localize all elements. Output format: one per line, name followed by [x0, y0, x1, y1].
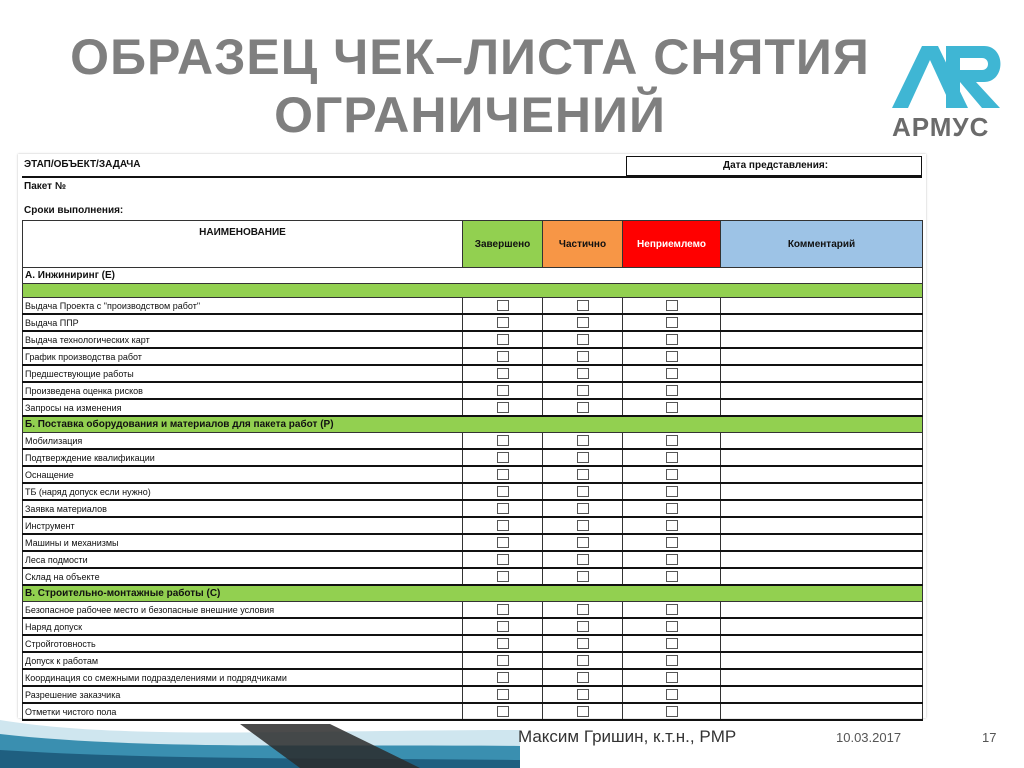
checkbox-unacceptable[interactable]: [666, 351, 678, 362]
checkbox-unacceptable[interactable]: [666, 537, 678, 548]
checkbox-partial[interactable]: [577, 402, 589, 413]
cell-partial: [543, 483, 623, 500]
cell-partial: [543, 602, 623, 619]
checkbox-partial[interactable]: [577, 638, 589, 649]
item-name: Выдача технологических карт: [23, 331, 463, 348]
cell-unacceptable: [623, 534, 721, 551]
cell-partial: [543, 551, 623, 568]
item-name: Леса подмости: [23, 551, 463, 568]
deadline-label: Сроки выполнения:: [24, 205, 124, 216]
checklist-row: [23, 652, 923, 669]
cell-partial: [543, 348, 623, 365]
cell-done: [463, 669, 543, 686]
checklist-row: [23, 551, 923, 568]
cell-partial: [543, 298, 623, 315]
checkbox-partial[interactable]: [577, 689, 589, 700]
cell-done: [463, 365, 543, 382]
cell-done: [463, 652, 543, 669]
cell-partial: [543, 382, 623, 399]
checkbox-unacceptable[interactable]: [666, 655, 678, 666]
item-name: Стройготовность: [23, 635, 463, 652]
cell-unacceptable: [623, 602, 721, 619]
comment-cell[interactable]: [721, 483, 923, 500]
cell-partial: [543, 314, 623, 331]
footer-date: 10.03.2017: [836, 730, 902, 745]
checkbox-unacceptable[interactable]: [666, 706, 678, 717]
cell-unacceptable: [623, 382, 721, 399]
cell-unacceptable: [623, 331, 721, 348]
checkbox-done[interactable]: [497, 368, 509, 379]
cell-unacceptable: [623, 365, 721, 382]
checkbox-unacceptable[interactable]: [666, 435, 678, 446]
comment-cell[interactable]: [721, 500, 923, 517]
date-box: [626, 156, 922, 176]
comment-cell[interactable]: [721, 348, 923, 365]
cell-partial: [543, 568, 623, 585]
checkbox-unacceptable[interactable]: [666, 368, 678, 379]
section-row: [23, 585, 923, 602]
column-header-row: [23, 221, 923, 268]
checkbox-unacceptable[interactable]: [666, 402, 678, 413]
comment-cell[interactable]: [721, 635, 923, 652]
cell-unacceptable: [623, 703, 721, 720]
comment-cell[interactable]: [721, 466, 923, 483]
checkbox-partial[interactable]: [577, 604, 589, 615]
comment-cell[interactable]: [721, 551, 923, 568]
checkbox-unacceptable[interactable]: [666, 385, 678, 396]
cell-partial: [543, 534, 623, 551]
checkbox-partial[interactable]: [577, 621, 589, 632]
checklist-row: [23, 433, 923, 450]
item-name: ТБ (наряд допуск если нужно): [23, 483, 463, 500]
checkbox-done[interactable]: [497, 300, 509, 311]
cell-unacceptable: [623, 551, 721, 568]
cell-unacceptable: [623, 399, 721, 416]
section-spacer-cell: [23, 284, 923, 298]
checkbox-partial[interactable]: [577, 486, 589, 497]
comment-cell[interactable]: [721, 669, 923, 686]
item-name: Отметки чистого пола: [23, 703, 463, 720]
checklist-body: [23, 268, 923, 721]
checkbox-unacceptable[interactable]: [666, 689, 678, 700]
checkbox-unacceptable[interactable]: [666, 554, 678, 565]
slide-title-line2: ОГРАНИЧЕНИЙ: [274, 87, 666, 143]
col-done-header: Завершено: [463, 221, 543, 268]
cell-unacceptable: [623, 500, 721, 517]
item-name: Оснащение: [23, 466, 463, 483]
checkbox-unacceptable[interactable]: [666, 317, 678, 328]
cell-partial: [543, 652, 623, 669]
checklist-row: [23, 686, 923, 703]
cell-partial: [543, 365, 623, 382]
checkbox-done[interactable]: [497, 554, 509, 565]
comment-cell[interactable]: [721, 314, 923, 331]
checkbox-unacceptable[interactable]: [666, 486, 678, 497]
cell-done: [463, 618, 543, 635]
cell-done: [463, 534, 543, 551]
logo-text: АРМУС: [892, 112, 990, 142]
checkbox-partial[interactable]: [577, 503, 589, 514]
checklist-row: [23, 449, 923, 466]
checklist-row: [23, 635, 923, 652]
cell-unacceptable: [623, 348, 721, 365]
checklist-sheet: [18, 154, 926, 718]
checkbox-done[interactable]: [497, 317, 509, 328]
checkbox-partial[interactable]: [577, 672, 589, 683]
checkbox-partial[interactable]: [577, 385, 589, 396]
checklist-row: [23, 399, 923, 416]
checklist-row: [23, 466, 923, 483]
checkbox-unacceptable[interactable]: [666, 604, 678, 615]
comment-cell[interactable]: [721, 602, 923, 619]
checkbox-unacceptable[interactable]: [666, 334, 678, 345]
cell-unacceptable: [623, 298, 721, 315]
checklist-row: [23, 365, 923, 382]
cell-unacceptable: [623, 483, 721, 500]
cell-done: [463, 568, 543, 585]
checkbox-done[interactable]: [497, 486, 509, 497]
stage-label: ЭТАП/ОБЪЕКТ/ЗАДАЧА: [24, 159, 141, 170]
item-name: Склад на объекте: [23, 568, 463, 585]
checklist-row: [23, 703, 923, 720]
comment-cell[interactable]: [721, 652, 923, 669]
checkbox-partial[interactable]: [577, 706, 589, 717]
checkbox-unacceptable[interactable]: [666, 672, 678, 683]
checklist-row: [23, 517, 923, 534]
checkbox-done[interactable]: [497, 672, 509, 683]
checklist-table: [22, 220, 923, 721]
comment-cell[interactable]: [721, 382, 923, 399]
date-label: Дата представления:: [723, 160, 829, 171]
checkbox-done[interactable]: [497, 503, 509, 514]
checklist-row: [23, 331, 923, 348]
cell-partial: [543, 449, 623, 466]
checkbox-done[interactable]: [497, 655, 509, 666]
checkbox-partial[interactable]: [577, 571, 589, 582]
checklist-row: [23, 483, 923, 500]
cell-done: [463, 314, 543, 331]
checkbox-done[interactable]: [497, 571, 509, 582]
section-row: [23, 268, 923, 284]
item-name: Выдача Проекта с "производством работ": [23, 298, 463, 315]
checkbox-partial[interactable]: [577, 334, 589, 345]
checkbox-done[interactable]: [497, 621, 509, 632]
cell-partial: [543, 635, 623, 652]
checklist-row: [23, 298, 923, 315]
checkbox-done[interactable]: [497, 385, 509, 396]
item-name: График производства работ: [23, 348, 463, 365]
checklist-row: [23, 500, 923, 517]
item-name: Предшествующие работы: [23, 365, 463, 382]
cell-partial: [543, 331, 623, 348]
checkbox-partial[interactable]: [577, 537, 589, 548]
cell-unacceptable: [623, 568, 721, 585]
item-name: Координация со смежными подразделениями и подрядчиками: [23, 669, 463, 686]
checkbox-unacceptable[interactable]: [666, 452, 678, 463]
comment-cell[interactable]: [721, 399, 923, 416]
comment-cell[interactable]: [721, 298, 923, 315]
item-name: Безопасное рабочее место и безопасные внешние условия: [23, 602, 463, 619]
checkbox-partial[interactable]: [577, 300, 589, 311]
checkbox-partial[interactable]: [577, 469, 589, 480]
checkbox-done[interactable]: [497, 435, 509, 446]
checkbox-unacceptable[interactable]: [666, 571, 678, 582]
cell-done: [463, 635, 543, 652]
cell-partial: [543, 618, 623, 635]
cell-done: [463, 551, 543, 568]
cell-partial: [543, 433, 623, 450]
item-name: Мобилизация: [23, 433, 463, 450]
footer-author: Максим Гришин, к.т.н., PMP: [518, 727, 737, 746]
cell-partial: [543, 399, 623, 416]
comment-cell[interactable]: [721, 331, 923, 348]
cell-partial: [543, 686, 623, 703]
checkbox-done[interactable]: [497, 537, 509, 548]
checkbox-partial[interactable]: [577, 317, 589, 328]
checkbox-done[interactable]: [497, 402, 509, 413]
item-name: Разрешение заказчика: [23, 686, 463, 703]
cell-done: [463, 602, 543, 619]
cell-unacceptable: [623, 635, 721, 652]
cell-partial: [543, 466, 623, 483]
cell-unacceptable: [623, 652, 721, 669]
cell-partial: [543, 703, 623, 720]
checkbox-partial[interactable]: [577, 452, 589, 463]
cell-done: [463, 449, 543, 466]
cell-partial: [543, 517, 623, 534]
cell-done: [463, 500, 543, 517]
checklist-row: [23, 382, 923, 399]
cell-unacceptable: [623, 449, 721, 466]
cell-unacceptable: [623, 686, 721, 703]
checklist-row: [23, 314, 923, 331]
section-title: А. Инжиниринг (Е): [23, 268, 923, 284]
item-name: Выдача ППР: [23, 314, 463, 331]
col-partial-header: Частично: [543, 221, 623, 268]
col-unacceptable-header: Неприемлемо: [623, 221, 721, 268]
comment-cell[interactable]: [721, 703, 923, 720]
checkbox-unacceptable[interactable]: [666, 469, 678, 480]
checkbox-done[interactable]: [497, 706, 509, 717]
comment-cell[interactable]: [721, 534, 923, 551]
section-spacer: [23, 284, 923, 298]
checklist-row: [23, 618, 923, 635]
cell-partial: [543, 669, 623, 686]
checkbox-done[interactable]: [497, 520, 509, 531]
cell-done: [463, 298, 543, 315]
cell-unacceptable: [623, 466, 721, 483]
checklist-row: [23, 348, 923, 365]
item-name: Заявка материалов: [23, 500, 463, 517]
checklist-row: [23, 568, 923, 585]
checkbox-partial[interactable]: [577, 520, 589, 531]
slide-title-line1: ОБРАЗЕЦ ЧЕК–ЛИСТА СНЯТИЯ: [70, 29, 870, 85]
footer-page-number: 17: [982, 730, 997, 745]
checkbox-done[interactable]: [497, 689, 509, 700]
cell-done: [463, 517, 543, 534]
comment-cell[interactable]: [721, 449, 923, 466]
section-title: Б. Поставка оборудования и материалов для пакета работ (Р): [23, 416, 923, 433]
checkbox-done[interactable]: [497, 604, 509, 615]
item-name: Подтверждение квалификации: [23, 449, 463, 466]
col-comment-header: Комментарий: [721, 221, 923, 268]
checkbox-partial[interactable]: [577, 351, 589, 362]
checkbox-done[interactable]: [497, 638, 509, 649]
checklist-row: [23, 669, 923, 686]
col-name-header: НАИМЕНОВАНИЕ: [23, 221, 463, 268]
cell-done: [463, 399, 543, 416]
cell-unacceptable: [623, 314, 721, 331]
cell-done: [463, 686, 543, 703]
comment-cell[interactable]: [721, 433, 923, 450]
checkbox-partial[interactable]: [577, 655, 589, 666]
checkbox-done[interactable]: [497, 334, 509, 345]
checkbox-partial[interactable]: [577, 554, 589, 565]
checkbox-done[interactable]: [497, 469, 509, 480]
cell-partial: [543, 500, 623, 517]
item-name: Инструмент: [23, 517, 463, 534]
checklist-row: [23, 602, 923, 619]
slide-title: [40, 28, 900, 144]
cell-done: [463, 433, 543, 450]
checkbox-unacceptable[interactable]: [666, 621, 678, 632]
checkbox-done[interactable]: [497, 452, 509, 463]
checkbox-unacceptable[interactable]: [666, 503, 678, 514]
cell-done: [463, 331, 543, 348]
item-name: Машины и механизмы: [23, 534, 463, 551]
checklist-row: [23, 534, 923, 551]
checkbox-partial[interactable]: [577, 368, 589, 379]
item-name: Наряд допуск: [23, 618, 463, 635]
cell-unacceptable: [623, 517, 721, 534]
checkbox-done[interactable]: [497, 351, 509, 362]
comment-cell[interactable]: [721, 517, 923, 534]
comment-cell[interactable]: [721, 568, 923, 585]
item-name: Допуск к работам: [23, 652, 463, 669]
cell-unacceptable: [623, 433, 721, 450]
section-row: [23, 416, 923, 433]
comment-cell[interactable]: [721, 686, 923, 703]
checkbox-unacceptable[interactable]: [666, 638, 678, 649]
comment-cell[interactable]: [721, 618, 923, 635]
cell-done: [463, 382, 543, 399]
cell-unacceptable: [623, 669, 721, 686]
comment-cell[interactable]: [721, 365, 923, 382]
cell-done: [463, 348, 543, 365]
cell-done: [463, 703, 543, 720]
checkbox-unacceptable[interactable]: [666, 520, 678, 531]
package-label: Пакет №: [24, 181, 67, 192]
item-name: Произведена оценка рисков: [23, 382, 463, 399]
cell-unacceptable: [623, 618, 721, 635]
checkbox-unacceptable[interactable]: [666, 300, 678, 311]
cell-done: [463, 483, 543, 500]
checkbox-partial[interactable]: [577, 435, 589, 446]
section-title: В. Строительно-монтажные работы (С): [23, 585, 923, 602]
item-name: Запросы на изменения: [23, 399, 463, 416]
cell-done: [463, 466, 543, 483]
